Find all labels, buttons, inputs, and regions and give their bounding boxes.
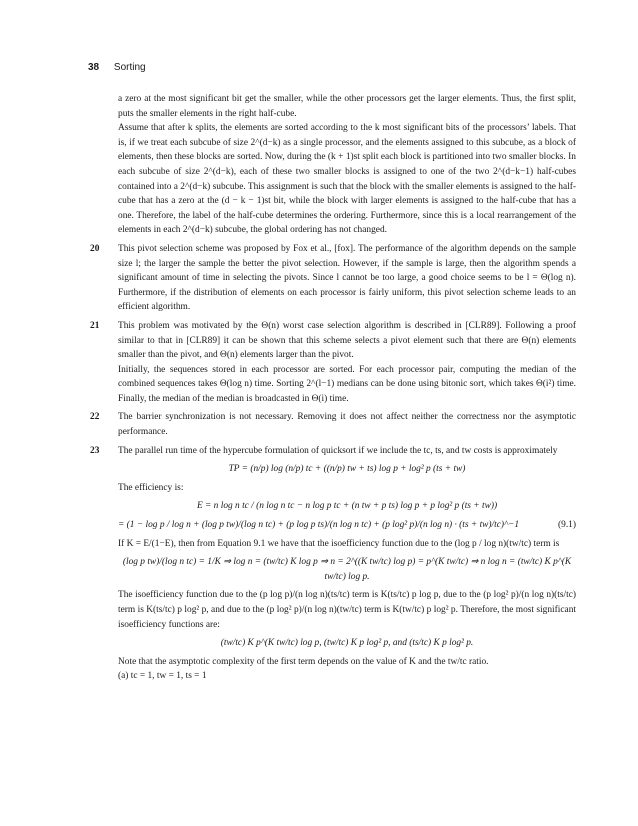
page-number: 38	[88, 62, 100, 73]
list-item-20	[90, 242, 576, 315]
item-text: This pivot selection scheme was proposed by Fox et al., [fox]. The performance of the algorithm depends on the sample size l; the larger the sample the better the pivot selection. However, if the sample is large, then the algorithm spends a significant amount of time in selecting the pivots. Since l cannot be too large, a good choice seems to be l = Θ(log n). Furthermore, if the distribution of elements on each processor is fairly uniform, this pivot selection scheme leads to an efficient algorithm.	[118, 243, 576, 313]
paragraph: The isoefficiency function due to the (p log p)/(n log n)(ts/tc) term is K(ts/tc) p log p, due to the (p log² p)/(n log n)(ts/tc) term is K(ts/tc) p log² p, and due to the (p log² p)/(n log n)(tw/tc) term is K(tw/tc) p log² p. Therefore, the most significant isoefficiency functions are:	[118, 590, 576, 630]
item-text: This problem was motivated by the Θ(n) worst case selection algorithm is described in [CLR89]. Following a proof similar to that in [CLR89] it can be shown that this scheme selects a pivot element such that there are Θ(n) elements smaller than the pivot, and Θ(n) elements larger than the pivot.	[118, 320, 576, 361]
item-text: The parallel run time of the hypercube formulation of quicksort if we include the tc, ts, and tw costs is approximately	[118, 445, 558, 456]
paragraph: Note that the asymptotic complexity of the first term depends on the value of K and the tw/tc ratio.	[118, 656, 489, 667]
equation-efficiency: E = n log n tc / (n log n tc − n log p tc + (n tw + p ts) log p + p log² p (ts + tw))	[196, 501, 498, 512]
list-item-21	[90, 319, 576, 407]
equation-functions: (tw/tc) K p^(K tw/tc) log p, (tw/tc) K p log² p, and (ts/tc) K p log² p.	[220, 638, 474, 649]
item-text: Initially, the sequences stored in each processor are sorted. For each processor pair, computing the median of the combined sequences takes Θ(log n) time. Sorting 2^(l−1) medians can be done using bitonic sort, which takes Θ(i²) time. Finally, the median of the median is broadcasted in Θ(i) time.	[118, 364, 576, 404]
item-number: 20	[90, 243, 100, 254]
item-number: 22	[90, 412, 100, 423]
section-title: Sorting	[113, 62, 146, 73]
paragraph: Assume that after k splits, the elements are sorted according to the k most significant bits of the processors’ labels. That is, if we treat each subcube of size 2^(d−k) as a single processor, and the elements assigned to this subcube, as a block of elements, then these blocks are sorted. Now, during the (k + 1)st split each block is partitioned into two smaller blocks. In each subcube of size 2^(d−k), each of these two smaller blocks is assigned to one of the two 2^(d−k−1) half-cubes contained into a 2^(d−k) subcube. This assignment is such that the block with the smaller elements is assigned to the half-cube that has a zero at the (d − k − 1)st bit, while the block with larger elements is assigned to the half-cube that has a one. Therefore, the label of the half-cube determines the ordering. Furthermore, since this is a local rearrangement of the elements in each 2^(d−k) subcube, the global ordering has not changed.	[118, 123, 576, 236]
item-number: 23	[90, 445, 100, 456]
item-text: The barrier synchronization is not necessary. Removing it does not affect neither the correctness nor the asymptotic performance.	[118, 412, 576, 438]
equation-isoefficiency: (log p tw)/(log n tc) = 1/K ⇒ log n = (tw/tc) K log p ⇒ n = 2^((K tw/tc) log p) = p^(K tw/tc) ⇒ n log n = (tw/tc) K p^(K tw/tc) log p.	[122, 557, 572, 582]
sub-item-a: (a) tc = 1, tw = 1, ts = 1	[118, 671, 207, 682]
list-item-22	[90, 410, 576, 439]
equation-efficiency-expanded: = (1 − log p / log n + (log p tw)/(log n tc) + (p log p ts)/(n log n tc) + (p log² p)/(n log n) · (ts + tw)/tc)^−1	[118, 520, 520, 531]
paragraph: If K = E/(1−E), then from Equation 9.1 we have that the isoefficiency function due to the (log p / log n)(tw/tc) term is	[118, 538, 560, 549]
equation-runtime: TP = (n/p) log (n/p) tc + ((n/p) tw + ts) log p + log² p (ts + tw)	[228, 464, 466, 475]
list-item-23	[90, 444, 576, 684]
item-number: 21	[90, 320, 100, 331]
equation-number: (9.1)	[558, 520, 576, 531]
page-body	[90, 92, 576, 684]
page-header	[88, 61, 146, 76]
efficiency-label: The efficiency is:	[118, 482, 184, 493]
equation-row	[118, 518, 576, 533]
paragraph: a zero at the most significant bit get the smaller, while the other processors get the larger elements. Thus, the first split, puts the smaller elements in the right half-cube.	[118, 94, 576, 119]
